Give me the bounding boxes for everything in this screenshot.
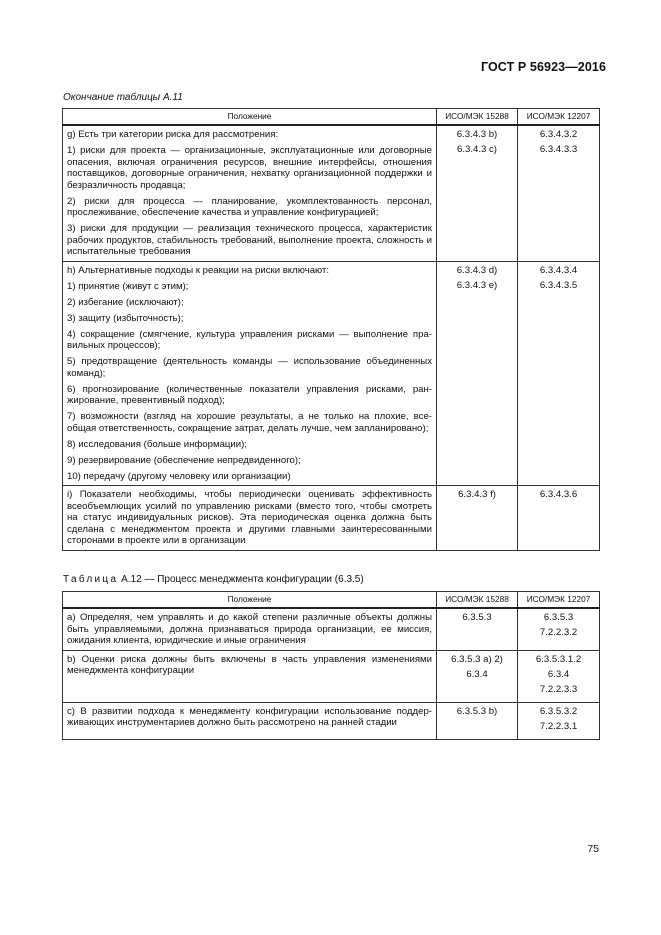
standard-designation: ГОСТ Р 56923—2016 [480, 60, 606, 74]
iso12207-ref-cell [518, 650, 600, 702]
iso15288-ref-cell [437, 608, 518, 650]
provision-text: 2) риски для процесса — планирование, укомплектованность персонал, прослеживание, обеспечение качества и управление конфигурацией; [67, 195, 432, 218]
table-row [63, 608, 600, 650]
iso15288-ref-cell [437, 486, 518, 551]
provision-text: g) Есть три категории риска для рассмотрения: [67, 129, 279, 140]
ref-value: 6.3.4.3.2 [539, 129, 578, 140]
provision-text: 8) исследования (больше информации); [67, 438, 247, 450]
iso12207-ref-cell [518, 702, 600, 739]
table-row [63, 486, 600, 551]
ref-value: 6.3.4.3 c) [457, 144, 497, 155]
column-header-provision: Положение [63, 592, 437, 609]
iso12207-ref-cell [518, 261, 600, 486]
table-a12-caption [63, 574, 364, 585]
table-header-row [63, 109, 600, 126]
column-header-iso12207: ИСО/МЭК 12207 [518, 592, 600, 609]
ref-value: 6.3.4.3.6 [539, 489, 578, 500]
provision-text: 10) передачу (другому человеку или организации) [67, 470, 291, 482]
table-caption-title: А.12 — Процесс менеджмента конфигурации (6.3.5) [118, 574, 364, 585]
ref-value: 7.2.2.3.3 [539, 683, 578, 695]
provision-text: 3) риски для продукции — реализация технического процесса, характеристик рабочих продуктов, стабильность требований, выполнение проекта, сложность и испытательные требования [67, 223, 432, 257]
iso12207-ref-cell [518, 486, 600, 551]
page-number: 75 [587, 843, 599, 855]
iso15288-ref-cell [437, 261, 518, 486]
ref-value: 6.3.4.3.3 [539, 144, 578, 155]
table-caption-label: Таблица [63, 574, 119, 585]
table-row [63, 650, 600, 702]
ref-value: 6.3.4.3 e) [456, 279, 498, 291]
ref-value: 6.3.4.3 f) [458, 489, 496, 500]
iso15288-ref-cell [437, 702, 518, 739]
table-row [63, 125, 600, 261]
ref-value: 6.3.4.3 b) [456, 129, 498, 140]
ref-value: 6.3.4 [547, 668, 570, 680]
provision-text: 4) сокращение (смягчение, культура управления рисками — выполнение правильных процессов); [67, 328, 432, 351]
provision-text: h) Альтернативные подходы к реакции на риски включают: [67, 264, 330, 276]
table-header-row [63, 592, 600, 609]
table-a11-caption: Окончание таблицы А.11 [63, 92, 183, 103]
ref-value: 6.3.4 [466, 668, 488, 680]
provision-text: 2) избегание (исключают); [67, 296, 184, 308]
provision-cell [63, 702, 437, 739]
ref-value: 6.3.4.3.5 [539, 279, 578, 291]
provision-text: 5) предотвращение (деятельность команды — использование объединенных команд); [67, 356, 432, 379]
provision-text: 6) прогнозирование (количественные показатели управления рисками, ранжирование, превентивный подход); [67, 383, 432, 406]
ref-value: 6.3.5.3 b) [456, 705, 498, 717]
iso15288-ref-cell [437, 650, 518, 702]
provision-cell [63, 608, 437, 650]
ref-value: 7.2.2.3.2 [539, 627, 578, 638]
iso12207-ref-cell [518, 608, 600, 650]
column-header-iso15288: ИСО/МЭК 15288 [437, 592, 518, 609]
provision-text: c) В развитии подхода к менеджменту конфигурации использование поддерживающих инструментариев должно быть рассмотрено на ранней стадии [67, 705, 432, 728]
provision-cell [63, 261, 437, 486]
iso15288-ref-cell [437, 125, 518, 261]
ref-value: 6.3.5.3.2 [539, 705, 578, 717]
provision-text: a) Определяя, чем управлять и до какой степени различные объекты должны быть управляемыми, должна признаваться природа организации, ее миссия, ожидания клиента, юридические и иные ограничения [67, 612, 432, 646]
table-row [63, 702, 600, 739]
provision-text: i) Показатели необходимы, чтобы периодически оценивать эффективность всеобъемлющих усилий по управлению рисками (вместо того, чтобы смотреть на статус индивидуальных рисков). Эта периодическая оценка должна быть сделана с менеджментом проекта и другими главными заинтересованными сторонами в проекте или в организации [67, 489, 432, 546]
ref-value: 6.3.5.3 [462, 612, 492, 623]
table-a11 [62, 108, 600, 551]
column-header-iso15288: ИСО/МЭК 15288 [437, 109, 518, 126]
column-header-iso12207: ИСО/МЭК 12207 [518, 109, 600, 126]
column-header-provision: Положение [63, 109, 437, 126]
ref-value: 6.3.5.3.1.2 [535, 653, 582, 665]
provision-text: 1) принятие (живут с этим); [67, 280, 189, 292]
provision-text: 7) возможности (взгляд на хорошие результаты, а не только на плохие, всеобщая ответственность, сокращение затрат, делать лучше, чем запланировано); [67, 411, 432, 434]
provision-cell [63, 486, 437, 551]
provision-text: 1) риски для проекта — организационные, эксплуатационные или договорные опасения, включая ограничения ресурсов, внешние интерфейсы, отношения поставщиков, договорные ограничения, нехватку организационной поддержки и безразличность продавца; [67, 145, 432, 191]
provision-cell [63, 650, 437, 702]
ref-value: 6.3.5.3 a) 2) [451, 653, 503, 665]
ref-value: 6.3.4.3 d) [456, 264, 498, 276]
table-a12 [62, 591, 600, 740]
iso12207-ref-cell [518, 125, 600, 261]
provision-cell [63, 125, 437, 261]
ref-value: 6.3.5.3 [543, 612, 574, 623]
provision-text: 9) резервирование (обеспечение непредвиденного); [67, 454, 301, 466]
ref-value: 6.3.4.3.4 [539, 264, 578, 276]
ref-value: 7.2.2.3.1 [539, 720, 578, 732]
provision-text: b) Оценки риска должны быть включены в часть управления изменениями менеджмента конфигурации [67, 653, 432, 676]
table-row [63, 261, 600, 486]
provision-text: 3) защиту (избыточность); [67, 312, 184, 324]
